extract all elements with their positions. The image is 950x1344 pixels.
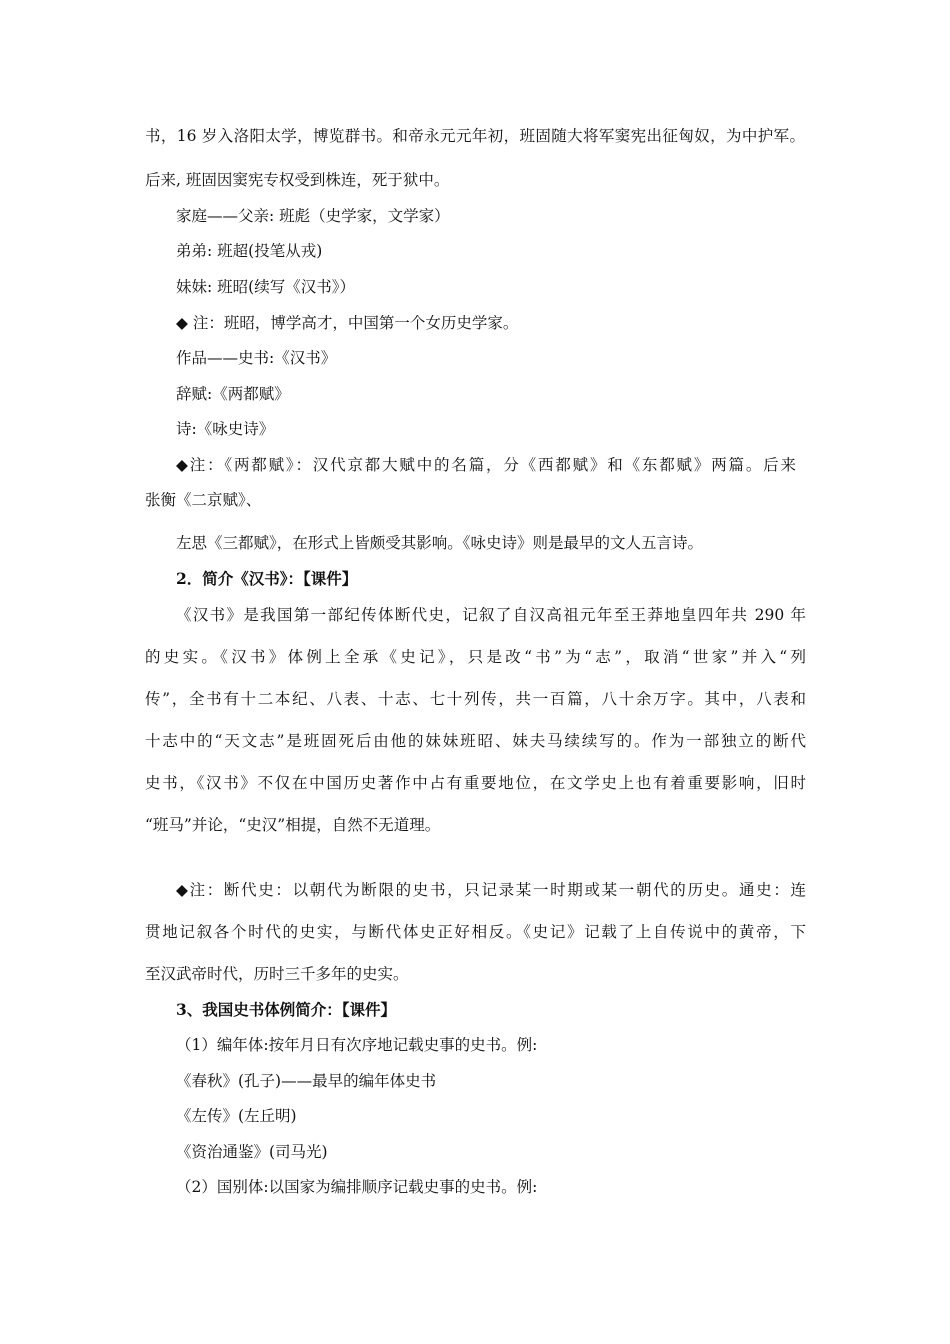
text-line: 诗:《咏史诗》	[176, 420, 275, 438]
text-line: 后来, 班固因窦宪专权受到株连，死于狱中。	[145, 171, 450, 189]
text-line: 《资治通鉴》(司马光)	[176, 1143, 328, 1161]
note-line: ◆注：《两都赋》：汉代京都大赋中的名篇，分《西都赋》和《东都赋》两篇。后来	[176, 456, 796, 474]
text-line: 作品——史书:《汉书》	[176, 349, 337, 367]
note-line: ◆注：断代史：以朝代为断限的史书，只记录某一时期或某一朝代的历史。通史：连	[176, 881, 806, 899]
text-line: 左思《三都赋》，在形式上皆颇受其影响。《咏史诗》则是最早的文人五言诗。	[176, 534, 704, 552]
text-line: 《汉书》是我国第一部纪传体断代史，记叙了自汉高祖元年至王莽地皇四年共 290 年	[176, 606, 806, 624]
text-line: 贯地记叙各个时代的史实，与断代体史正好相反。《史记》记载了上自传说中的黄帝，下	[145, 923, 806, 941]
text-line: （1）编年体:按年月日有次序地记载史事的史书。例:	[176, 1036, 538, 1054]
text-line: 妹妹: 班昭(续写《汉书》）	[176, 278, 355, 296]
text-line: 张衡《二京赋》、	[145, 491, 262, 509]
text-line: 《左传》(左丘明)	[176, 1107, 297, 1125]
note-line: ◆ 注：班昭，博学高才，中国第一个女历史学家。	[176, 314, 519, 332]
text-line: 书，16 岁入洛阳太学，博览群书。和帝永元元年初，班固随大将军窦宪出征匈奴，为中护军。	[145, 127, 805, 145]
text-line: 史书，《汉书》不仅在中国历史著作中占有重要地位，在文学史上也有着重要影响，旧时	[145, 774, 806, 792]
text-line: 辞赋:《两都赋》	[176, 385, 290, 403]
text-line: 弟弟: 班超(投笔从戎)	[176, 242, 323, 260]
text-line: 《春秋》(孔子)——最早的编年体史书	[176, 1072, 437, 1090]
text-line: 十志中的“天文志”是班固死后由他的妹妹班昭、妹夫马续续写的。作为一部独立的断代	[145, 732, 806, 750]
text-line: 家庭——父亲: 班彪（史学家，文学家）	[176, 207, 450, 225]
text-line: （2）国别体:以国家为编排顺序记载史事的史书。例:	[176, 1178, 538, 1196]
text-line: 至汉武帝时代，历时三千多年的史实。	[145, 965, 409, 983]
section-heading: 3、我国史书体例简介：【课件】	[176, 1000, 397, 1019]
text-line: “班马”并论，“史汉”相提，自然不无道理。	[145, 816, 441, 834]
text-line: 传”，全书有十二本纪、八表、十志、七十列传，共一百篇，八十余万字。其中，八表和	[145, 690, 806, 708]
section-heading: 2．简介《汉书》：【课件】	[176, 569, 358, 588]
text-line: 的史实。《汉书》体例上全承《史记》，只是改“书”为“志”，取消“世家”并入“列	[145, 648, 806, 666]
